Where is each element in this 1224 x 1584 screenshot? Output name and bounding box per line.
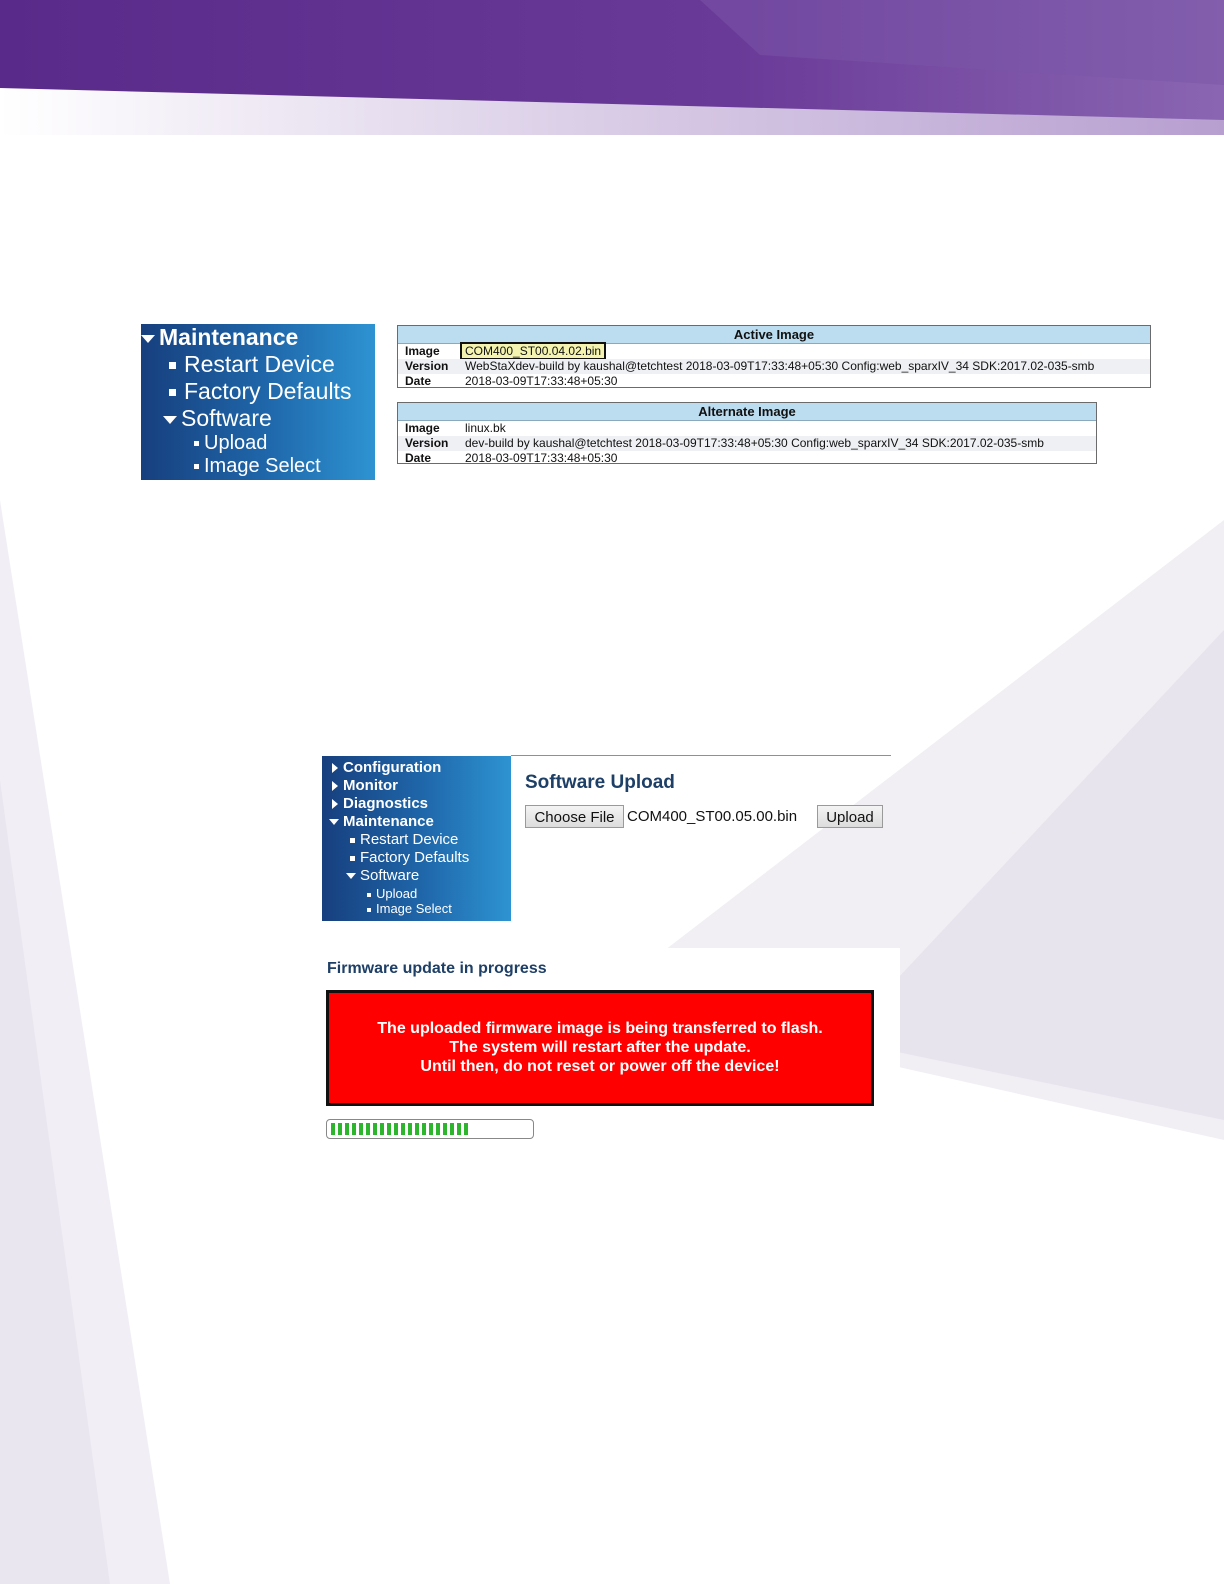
selected-file-name: COM400_ST00.05.00.bin [627,808,798,825]
caret-down-icon [141,335,155,343]
firmware-update-panel [318,948,900,1158]
bullet-icon [169,389,176,396]
row-label: Version [405,359,449,373]
progress-bar [326,1119,534,1139]
progress-bar-fill [331,1123,470,1135]
row-label: Version [405,436,449,450]
nav-item-label: Diagnostics [343,795,429,812]
nav-item-software[interactable] [346,867,419,884]
table-title: Active Image [398,326,1150,344]
caret-right-icon [332,799,338,809]
row-value: WebStaXdev-build by kaushal@tetchtest 2018-03-09T17:33:48+05:30 Config:web_sparxIV_34 SDK:2017.02-035-smb [465,359,1095,373]
warning-line: The system will restart after the update. [449,1039,751,1056]
bullet-icon [367,908,371,912]
nav-item-upload[interactable] [367,886,417,901]
warning-line: The uploaded firmware image is being transferred to flash. [377,1020,823,1037]
nav-item-restart-device[interactable] [169,351,335,378]
nav-panel-full [322,756,511,921]
nav-item-factory-defaults[interactable] [350,849,469,866]
nav-item-label: Software [360,867,420,884]
row-value: 2018-03-09T17:33:48+05:30 [465,374,618,388]
caret-right-icon [332,781,338,791]
row-value: 2018-03-09T17:33:48+05:30 [465,451,618,465]
choose-file-button[interactable]: Choose File [525,805,624,828]
page-title: Software Upload [525,772,675,793]
active-image-table [397,325,1151,388]
nav-item-software[interactable] [163,405,272,432]
table-row [398,374,1150,389]
nav-item-configuration[interactable] [332,759,441,776]
nav-item-label: Monitor [343,777,398,794]
nav-item-diagnostics[interactable] [332,795,428,812]
row-label: Image [405,421,440,435]
nav-item-label: Software [181,405,272,431]
caret-right-icon [332,763,338,773]
table-row [398,436,1096,451]
nav-item-label: Factory Defaults [184,378,352,404]
highlighted-image-name: COM400_ST00.04.02.bin [460,342,606,360]
nav-item-label: Image Select [376,901,452,916]
upload-button[interactable]: Upload [817,805,883,828]
row-label: Date [405,451,432,465]
row-value [465,344,606,359]
bullet-icon [367,893,371,897]
warning-line: Until then, do not reset or power off the device! [420,1058,780,1075]
nav-item-upload[interactable] [194,432,267,455]
nav-item-label: Maintenance [343,813,434,830]
nav-item-label: Maintenance [159,324,299,350]
header-banner [0,0,1224,135]
table-row [398,451,1096,466]
alternate-image-table [397,402,1097,464]
nav-item-label: Factory Defaults [360,849,470,866]
nav-item-restart-device[interactable] [350,831,458,848]
nav-item-factory-defaults[interactable] [169,378,351,405]
caret-down-icon [346,873,356,879]
caret-down-icon [163,416,177,424]
row-value: dev-build by kaushal@tetchtest 2018-03-09T17:33:48+05:30 Config:web_sparxIV_34 SDK:2017.02-035-smb [465,436,1044,450]
nav-panel-maintenance [141,324,375,480]
table-row [398,359,1150,374]
nav-item-label: Upload [204,432,268,454]
table-row [398,344,1150,359]
nav-item-monitor[interactable] [332,777,398,794]
table-title: Alternate Image [398,403,1096,421]
row-label: Image [405,344,440,358]
nav-item-label: Upload [376,886,418,901]
nav-item-maintenance[interactable] [141,324,298,351]
row-value: linux.bk [465,421,506,435]
firmware-update-title: Firmware update in progress [327,960,547,977]
bullet-icon [194,441,199,446]
nav-item-label: Restart Device [360,831,459,848]
nav-item-label: Restart Device [184,351,335,377]
nav-item-image-select[interactable] [367,901,452,916]
table-row [398,421,1096,436]
nav-item-maintenance[interactable] [329,813,434,830]
bullet-icon [169,362,176,369]
caret-down-icon [329,819,339,825]
bullet-icon [194,464,199,469]
bullet-icon [350,856,355,861]
software-upload-panel [511,755,891,922]
row-label: Date [405,374,432,388]
nav-item-image-select[interactable] [194,455,321,478]
nav-item-label: Configuration [343,759,442,776]
firmware-warning-box [326,990,874,1106]
nav-item-label: Image Select [204,455,321,477]
bullet-icon [350,838,355,843]
